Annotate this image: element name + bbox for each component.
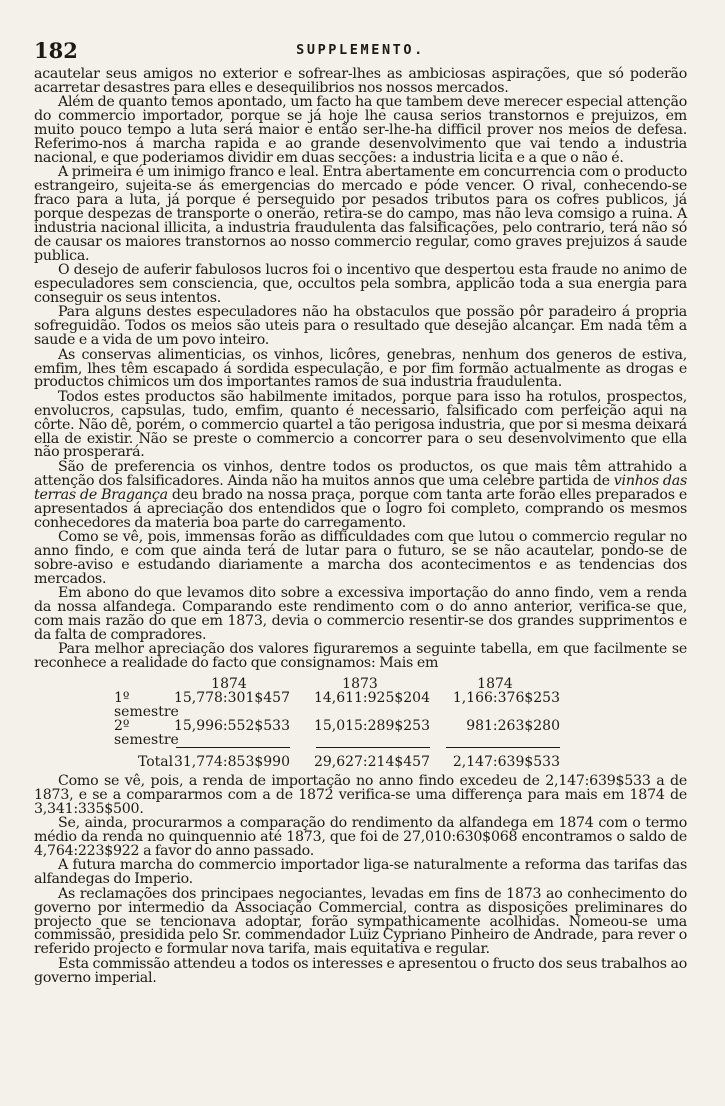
paragraph: acautelar seus amigos no exterior e sofrear-lhes as ambiciosas aspirações, que só poderão acarretar desastres para elles e desequilibrios nos nossos mercados. (34, 66, 687, 96)
paragraph-wines (34, 458, 687, 531)
table-cell: 2,147:639$533 (452, 753, 560, 770)
row-label: 1º semestre (114, 689, 179, 720)
paragraph: Além de quanto temos apontado, um facto ha que tambem deve merecer especial attenção do commercio importador, porque se já hoje lhe causa serios transtornos e prejuizos, em muito pouco tempo a luta será maior e então ser-lhe-ha difficil prover nos meios de defesa. Referimo-nos á marcha rapida e ao grande desenvolvimento que vai tendo a industria nacional, e que poderiamos dividir em duas secções: a industria licita e a que o não é. (34, 94, 687, 166)
row-label: 2º semestre (114, 717, 179, 748)
table-cell: 981:263$280 (466, 717, 560, 734)
column-header: 1874 (211, 675, 247, 692)
paragraph: Como se vê, pois, a renda de importação no anno findo excedeu de 2,147:639$533 a de 1873, e se a compararmos com a de 1872 verifica-se uma differença para mais em 1874 de 3,341:335$500. (34, 772, 687, 817)
paragraph: A primeira é um inimigo franco e leal. Entra abertamente em concurrencia com o producto estrangeiro, sujeita-se ás emergencias do mercado e póde vencer. O rival, conhecendo-se fraco para a luta, já porque é perseguido por pesados tributos para os cofres publicos, já porque despezas de transporte o onerão, retira-se do campo, mas não leva comsigo a ruina. A industria nacional illicita, a industria fraudulenta das falsificações, pelo contrario, terá não só de causar os maiores transtornos ao nosso commercio regular, como graves prejuizos á saude publica. (34, 164, 687, 264)
paragraph: Esta commissão attendeu a todos os interesses e apresentou o fructo dos seus trabalhos ao governo imperial. (34, 955, 687, 986)
table-cell: 15,015:289$253 (313, 717, 430, 734)
paragraph: O desejo de auferir fabulosos lucros foi o incentivo que despertou esta fraude no animo de especuladores sem consciencia, que, occultos pela sombra, applicão toda a sua energia para conseguir os seus intentos. (34, 262, 687, 306)
wine-text-before: São de preferencia os vinhos, dentre todos os productos, os que mais têm attrahido a attenção dos falsificadores. Ainda não ha muitos annos que uma celebre partida de (34, 458, 687, 489)
table-cell: 14,611:925$204 (313, 689, 430, 706)
paragraph: As reclamações dos principaes negociantes, levadas em fins de 1873 ao conhecimento do governo por intermedio da Associação Commercial, contra as disposições preliminares do projecto que se tencionava adoptar, forão sympathicamente acolhidas. Nomeou-se uma commissão, presidida pelo Sr. commendador Luiz Cypriano Pinheiro de Andrade, para rever o referido projecto e formular nova tarifa, mais equitativa e regular. (34, 885, 687, 958)
sum-rule (34, 747, 687, 751)
column-header: 1873 (342, 675, 378, 692)
table-header-row (34, 677, 687, 691)
body-text (34, 68, 687, 986)
table-cell: 29,627:214$457 (313, 753, 430, 770)
row-label: Total (138, 753, 174, 770)
paragraph: Todos estes productos são habilmente imitados, porque para isso ha rotulos, prospectos, envolucros, capsulas, tudo, emfim, quanto é necessario, falsificado com perfeição aqui na côrte. Não dê, porém, o commercio quartel a tão perigosa industria, que por si mesma deixará ella de existir. Não se preste o commercio a concorrer para o seu desenvolvimento que ella não prosperará. (34, 388, 687, 461)
revenue-table (34, 677, 687, 769)
table-cell: 31,774:853$990 (173, 753, 290, 770)
wine-text-after: deu brado na nossa praça, porque com tanta arte forão elles preparados e apresentados á apreciação dos entendidos que o logro foi completo, comprando os mesmos conhecedores da materia boa parte do carregamento. (34, 486, 687, 531)
paragraph: As conservas alimenticias, os vinhos, licôres, genebras, nenhum dos generos de estiva, emfim, lhes têm escapado á sordida especulação, e por fim formão actualmente as drogas e productos chimicos um dos importantes ramos de sua industria fraudulenta. (34, 346, 687, 391)
paragraph: A futura marcha do commercio importador liga-se naturalmente a reforma das tarifas das alfandegas do Imperio. (34, 857, 687, 888)
paragraph: Como se vê, pois, immensas forão as difficuldades com que lutou o commercio regular no anno findo, e com que ainda terá de lutar para o futuro, se se não acautelar, pondo-se de sobre-aviso e estudando diariamente a marcha dos acontecimentos e as tendencias dos mercados. (34, 528, 687, 587)
paragraph: Para melhor apreciação dos valores figuraremos a seguinte tabella, em que facilmente se reconhece a realidade do facto que consignamos: Mais em (34, 641, 687, 672)
table-total-row (34, 755, 687, 769)
running-head: SUPPLEMENTO. (296, 42, 425, 58)
table-row (34, 719, 687, 747)
paragraph: Se, ainda, procurarmos a comparação do rendimento da alfandega em 1874 com o termo médio da renda no quinquennio até 1873, que foi de 27,010:630$068 encontramos o saldo de 4,764:223$922 a favor do anno passado. (34, 815, 687, 859)
table-row (34, 691, 687, 719)
paragraph: Para alguns destes especuladores não ha obstaculos que possão pôr paradeiro á propria sofreguidão. Todos os meios são uteis para o resultado que desejão alcançar. Em nada têm a saude e a vida de um povo inteiro. (34, 304, 687, 349)
paragraph: Em abono do que levamos dito sobre a excessiva importação do anno findo, vem a renda da nossa alfandega. Comparando este rendimento com o do anno anterior, verifica-se que, com mais razão do que em 1873, devia o commercio resentir-se dos grandes supprimentos e da falta de compradores. (34, 585, 687, 643)
table-cell: 15,778:301$457 (173, 689, 290, 706)
wine-italic: vinhos das terras de Bragança (34, 472, 687, 503)
table-corner (34, 677, 168, 691)
page-number: 182 (34, 38, 78, 63)
page-header (34, 36, 687, 68)
column-header: 1874 (477, 675, 513, 692)
table-cell: 1,166:376$253 (452, 689, 560, 706)
table-cell: 15,996:552$533 (173, 717, 290, 734)
